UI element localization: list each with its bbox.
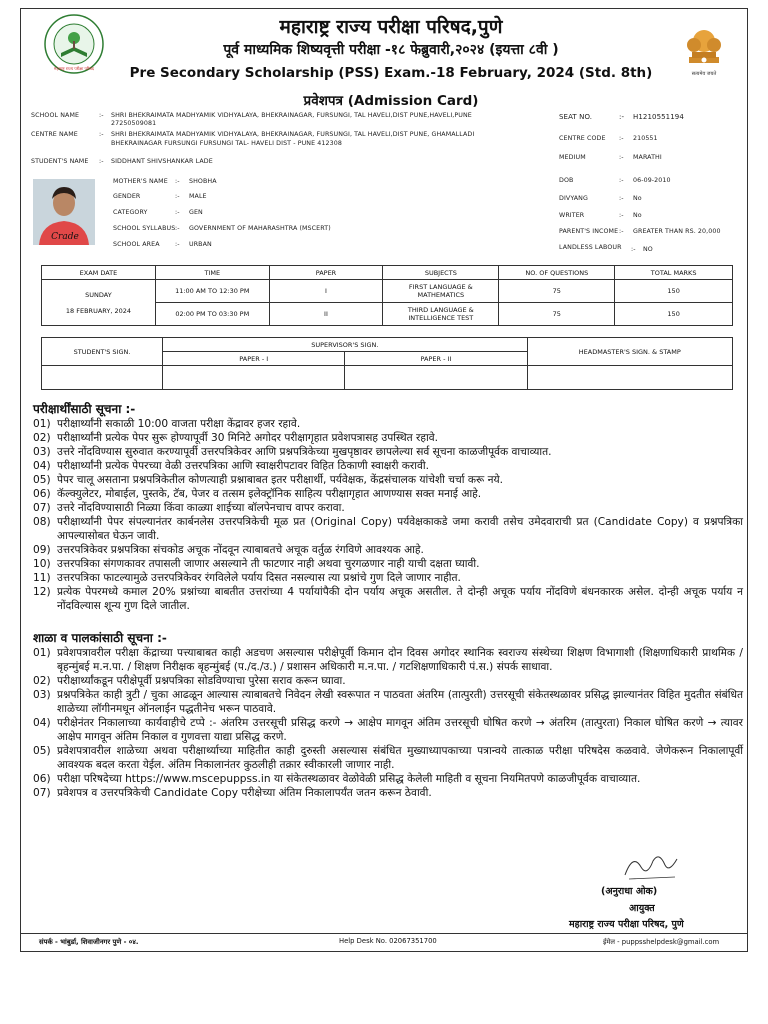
colon: :-: [619, 195, 624, 202]
income-label: PARENT'S INCOME: [559, 228, 619, 235]
svg-text:सत्यमेव जयते: सत्यमेव जयते: [691, 71, 717, 77]
headmaster-sign-box: [527, 366, 732, 390]
dob-label: DOB: [559, 177, 574, 184]
student-sign-box: [42, 366, 163, 390]
item-text: उत्तरपत्रिका फाटल्यामुळे उत्तरपत्रिकेवर रंगविलेले पर्याय दिसत नसल्यास त्या प्रश्नांचे गुण दिले जाणार नाहीत.: [57, 572, 461, 584]
list-item: [33, 688, 743, 716]
item-number: 03): [33, 689, 51, 701]
national-emblem-icon: [679, 19, 729, 81]
list-item: [33, 487, 743, 501]
item-text: प्रत्येक पेपरमध्ये कमाल 20% प्रश्नांच्या बाबतीत उत्तरांच्या 4 पर्यायांपैकी दोन पर्याय अचूक असतील. ते दोन्ही अचूक पर्याय नोंदविणे बंधनकारक असेल. दोन्ही अचूक पर्याय न नोंदविल्यास शून्य गुण दिले जातील.: [57, 586, 743, 612]
item-text: परीक्षा परिषदेच्या https://www.mscepuppss.in या संकेतस्थळावर वेळोवेळी प्रसिद्ध केलेली माहिती व सूचना नियमितपणे काळजीपूर्वक वाचाव्यात.: [57, 773, 641, 785]
mother-name-label: MOTHER'S NAME: [113, 178, 168, 185]
writer-label: WRITER: [559, 212, 585, 219]
item-number: 03): [33, 446, 51, 458]
student-photo: [33, 179, 95, 245]
dob-value: 06-09-2010: [633, 177, 671, 184]
list-item: [33, 445, 743, 459]
admission-card-title: प्रवेशपत्र (Admission Card): [303, 93, 479, 109]
item-number: 06): [33, 773, 51, 785]
table-row: [42, 280, 733, 303]
syllabus-value: GOVERNMENT OF MAHARASHTRA (MSCERT): [189, 225, 331, 232]
divyang-value: No: [633, 195, 642, 202]
time-cell: 02:00 PM TO 03:30 PM: [155, 303, 269, 326]
item-number: 08): [33, 516, 51, 528]
exam-date-cell: [42, 280, 156, 326]
footer-divider: [21, 933, 747, 934]
item-text: उत्तरे नोंदविण्यासाठी निळ्या किंवा काळ्या शाईच्या बॉलपेनचाच वापर करावा.: [57, 502, 345, 514]
exam-title-english: Pre Secondary Scholarship (PSS) Exam.-18 February, 2024 (Std. 8th): [129, 65, 653, 81]
school-area-label: SCHOOL AREA: [113, 241, 160, 248]
list-item: [33, 786, 743, 800]
colon: :-: [619, 212, 624, 219]
list-item: [33, 417, 743, 431]
footer-helpdesk: Help Desk No. 02067351700: [339, 937, 437, 945]
school-area-value: URBAN: [189, 241, 212, 248]
student-instructions-title: परीक्षार्थींसाठी सूचना :-: [33, 402, 136, 416]
writer-value: No: [633, 212, 642, 219]
list-item: [33, 571, 743, 585]
colon: :-: [619, 177, 624, 184]
item-text: प्रवेशपत्रावरील परीक्षा केंद्राच्या पत्त्याबाबत काही अडचण असल्यास परीक्षेपूर्वी किमान दोन दिवस अगोदर स्थानिक स्वराज्य संस्थेच्या शिक्षण विभागाशी (शिक्षणाधिकारी प्राथमिक / बृहन्मुंबई म.न.पा. / शिक्षण निरीक्षक बृहन्मुंबई (प./द./उ.) / प्रशासन अधिकारी म.न.पा. / गटशिक्षणाधिकारी पं.स.) संपर्क साधावा.: [57, 647, 743, 673]
list-item: [33, 431, 743, 445]
header-subjects: SUBJECTS: [383, 266, 499, 280]
item-number: 04): [33, 460, 51, 472]
syllabus-label: SCHOOL SYLLABUS: [113, 225, 176, 232]
student-name-value: SIDDHANT SHIVSHANKAR LADE: [111, 158, 213, 165]
centre-address-value: BHEKRAINAGAR FURSUNGI FURSUNGI TAL- HAVELI DIST - PUNE 412308: [111, 140, 342, 147]
school-name-label: SCHOOL NAME: [31, 112, 80, 119]
item-text: उत्तरपत्रिकेवर प्रश्नपत्रिका संचकोड अचूक नोंदवून त्याबाबतचे अचूक वर्तुळ रंगविणे आवश्यक आहे.: [57, 544, 424, 556]
colon: :-: [99, 112, 104, 119]
paper-2-sign-box: [345, 366, 527, 390]
item-number: 06): [33, 488, 51, 500]
subject-cell: [383, 303, 499, 326]
colon: :-: [175, 225, 180, 232]
signatory-office: महाराष्ट्र राज्य परीक्षा परिषद, पुणे: [569, 919, 684, 930]
item-number: 07): [33, 502, 51, 514]
supervisor-sign-header: SUPERVISOR'S SIGN.: [163, 338, 527, 352]
list-item: [33, 744, 743, 772]
paper-1-header: PAPER - I: [163, 352, 345, 366]
item-number: 04): [33, 717, 51, 729]
signatory-designation: आयुक्त: [629, 903, 655, 914]
centre-code-value: 210551: [633, 135, 658, 142]
item-text: परीक्षार्थ्यांनी सकाळी 10:00 वाजता परीक्षा केंद्रावर हजर रहावे.: [57, 418, 301, 430]
paper-1-sign-box: [163, 366, 345, 390]
colon: :-: [175, 193, 180, 200]
item-text: परीक्षार्थ्यांनी पेपर संपल्यानंतर कार्बनलेस उत्तरपत्रिकेची मूळ प्रत (Original Copy) पर्यवेक्षकाकडे जमा करावी तसेच उमेदवाराची प्रत (Candidate Copy) व प्रश्नपत्रिका आपल्यासोबत घेऊन जावी.: [57, 516, 743, 542]
msce-logo: [43, 13, 105, 75]
colon: :-: [175, 209, 180, 216]
colon: :-: [99, 158, 104, 165]
header-exam-date: EXAM DATE: [42, 266, 156, 280]
list-item: [33, 543, 743, 557]
admission-card: [20, 8, 748, 952]
list-item: [33, 716, 743, 744]
subject-cell: [383, 280, 499, 303]
centre-code-label: CENTRE CODE: [559, 135, 606, 142]
list-item: [33, 459, 743, 473]
subject-line: THIRD LANGUAGE &: [407, 306, 474, 314]
footer-email: ईमेल - puppsshelpdesk@gmail.com: [603, 938, 720, 946]
centre-name-value: SHRI BHEKRAIMATA MADHYAMIK VIDHYALAYA, BHEKRAINAGAR, FURSUNGI, TAL HAVELI,DIST PUNE, GHAMALLADI: [111, 131, 475, 138]
item-number: 11): [33, 572, 51, 584]
gender-label: GENDER: [113, 193, 141, 200]
student-name-label: STUDENT'S NAME: [31, 158, 89, 165]
header-questions: NO. OF QUESTIONS: [499, 266, 615, 280]
seat-no-label: SEAT NO.: [559, 113, 593, 121]
landless-label: LANDLESS LABOUR: [559, 244, 622, 251]
student-instructions: [33, 402, 743, 613]
item-number: 02): [33, 432, 51, 444]
paper-2-header: PAPER - II: [345, 352, 527, 366]
medium-value: MARATHI: [633, 154, 662, 161]
school-name-value: SHRI BHEKRAIMATA MADHYAMIK VIDHYALAYA, BHEKRAINAGAR, FURSUNGI, TAL HAVELI,DIST PUNE,HAVELI,PUNE: [111, 112, 472, 119]
header-total-marks: TOTAL MARKS: [615, 266, 733, 280]
item-number: 05): [33, 745, 51, 757]
item-text: परीक्षेनंतर निकालाच्या कार्यवाहीचे टप्पे :- अंतरिम उत्तरसूची प्रसिद्ध करणे → आक्षेप मागवून अंतिम उत्तरसूची घोषित करणे → अंतरिम (तात्पुरता) निकाल घोषित करणे → त्यावर आक्षेप मागवून अंतिम निकाल व गुणवत्ता याद्या प्रसिद्ध करणे.: [57, 717, 743, 743]
colon: :-: [631, 246, 636, 253]
subject-line: FIRST LANGUAGE &: [408, 283, 473, 291]
item-text: पेपर चालू असताना प्रश्नपत्रिकेतील कोणत्याही प्रश्नाबाबत इतर परीक्षार्थी, पर्यवेक्षक, केंद्रसंचालक यांचेशी चर्चा करू नये.: [57, 474, 503, 486]
list-item: [33, 646, 743, 674]
colon: :-: [99, 131, 104, 138]
colon: :-: [619, 113, 625, 121]
signature-table: [41, 337, 733, 390]
exam-schedule-table: [41, 265, 733, 326]
list-item: [33, 515, 743, 543]
gender-value: MALE: [189, 193, 207, 200]
item-text: परीक्षार्थ्यांनी प्रत्येक पेपर सुरू होण्यापूर्वी 30 मिनिटे अगोदर परीक्षागृहात प्रवेशपत्रासह उपस्थित रहावे.: [57, 432, 438, 444]
colon: :-: [175, 178, 180, 185]
item-number: 10): [33, 558, 51, 570]
marks-cell: 150: [615, 303, 733, 326]
list-item: [33, 772, 743, 786]
headmaster-sign-header: HEADMASTER'S SIGN. & STAMP: [527, 338, 732, 366]
school-instructions-title: शाळा व पालकांसाठी सूचना :-: [33, 631, 167, 645]
item-number: 05): [33, 474, 51, 486]
item-text: प्रवेशपत्रावरील शाळेच्या अथवा परीक्षार्थ्याच्या माहितीत काही दुरुस्ती असल्यास संबंधित मुख्याध्यापकाच्या पत्रान्वये तात्काळ परीक्षा परिषदेस कळवावे. जेणेकरून निकालापूर्वी आवश्यक बदल करता येईल. अंतिम निकालानंतर कुठलीही तक्रार स्वीकारली जाणार नाही.: [57, 745, 743, 771]
item-text: उत्तरपत्रिका संगणकावर तपासली जाणार असल्याने ती फाटणार नाही अथवा चुरगळणार नाही याची दक्षता घ्यावी.: [57, 558, 480, 570]
divyang-label: DIVYANG: [559, 195, 588, 202]
centre-name-label: CENTRE NAME: [31, 131, 78, 138]
medium-label: MEDIUM: [559, 154, 586, 161]
item-number: 12): [33, 586, 51, 598]
svg-text:महाराष्ट्र राज्य परीक्षा परिषद: महाराष्ट्र राज्य परीक्षा परिषद: [54, 66, 94, 71]
paper-cell: II: [269, 303, 383, 326]
svg-text:Crade: Crade: [51, 232, 79, 242]
item-number: 01): [33, 418, 51, 430]
item-number: 07): [33, 787, 51, 799]
board-title: महाराष्ट्र राज्य परीक्षा परिषद,पुणे: [279, 16, 503, 38]
exam-title-marathi: पूर्व माध्यमिक शिष्यवृत्ती परीक्षा -१८ फेब्रुवारी,२०२४ (इयत्ता ८वी ): [223, 42, 559, 58]
list-item: [33, 557, 743, 571]
item-number: 09): [33, 544, 51, 556]
list-item: [33, 501, 743, 515]
item-text: प्रवेशपत्र व उत्तरपत्रिकेची Candidate Copy परीक्षेच्या अंतिम निकालापर्यंत जतन करून ठेवावी.: [57, 787, 432, 799]
questions-cell: 75: [499, 280, 615, 303]
time-cell: 11:00 AM TO 12:30 PM: [155, 280, 269, 303]
item-text: उत्तरे नोंदविण्यास सुरुवात करण्यापूर्वी उत्तरपत्रिकेवर आणि प्रश्नपत्रिकेच्या मुखपृष्ठावर छापलेल्या सर्व सूचना काळजीपूर्वक वाचाव्यात.: [57, 446, 552, 458]
landless-value: NO: [643, 246, 653, 253]
exam-date: 18 FEBRUARY, 2024: [65, 306, 132, 315]
list-item: [33, 473, 743, 487]
list-item: [33, 585, 743, 613]
header-time: TIME: [155, 266, 269, 280]
colon: :-: [619, 154, 624, 161]
colon: :-: [619, 135, 624, 142]
exam-day: SUNDAY: [85, 290, 112, 299]
category-value: GEN: [189, 209, 203, 216]
subject-line: MATHEMATICS: [417, 291, 465, 299]
item-text: कॅल्क्युलेटर, मोबाईल, पुस्तके, टॅब, पेजर व तत्सम इलेक्ट्रॉनिक साहित्य परीक्षागृहात आणण्यास सक्त मनाई आहे.: [57, 488, 482, 500]
footer-address: संपर्क - भांबुर्डा, शिवाजीनगर पुणे - ०४.: [39, 938, 139, 946]
colon: :-: [619, 228, 624, 235]
colon: :-: [175, 241, 180, 248]
list-item: [33, 674, 743, 688]
marks-cell: 150: [615, 280, 733, 303]
school-instructions: [33, 631, 743, 800]
header-paper: PAPER: [269, 266, 383, 280]
signatory-name: (अनुराधा ओक): [601, 886, 658, 897]
item-text: प्रश्नपत्रिकेत काही त्रुटी / चुका आढळून आल्यास त्याबाबतचे निवेदन लेखी स्वरूपात न पाठवता अंतरिम (तात्पुरती) उत्तरसूची संकेतस्थळावर प्रसिद्ध झाल्यानंतर विहित मुदतीत संबंधित शाळेच्या लॉगीनमधून ऑनलाईन पद्धतीनेच भरून पाठवावे.: [57, 689, 743, 715]
item-number: 02): [33, 675, 51, 687]
subject-line: INTELLIGENCE TEST: [408, 314, 474, 322]
student-sign-header: STUDENT'S SIGN.: [42, 338, 163, 366]
commissioner-signature: [619, 847, 683, 883]
school-udise-value: 27250509081: [111, 120, 157, 127]
item-text: परीक्षार्थ्यांकडून परीक्षेपूर्वी प्रश्नपत्रिका सोडविण्याचा पुरेसा सराव करून घ्यावा.: [57, 675, 346, 687]
mother-name-value: SHOBHA: [189, 178, 217, 185]
questions-cell: 75: [499, 303, 615, 326]
seat-no-value: H1210551194: [633, 113, 684, 121]
item-text: परीक्षार्थ्यांनी प्रत्येक पेपरच्या वेळी उत्तरपत्रिका आणि स्वाक्षरीपटावर विहित ठिकाणी स्वाक्षरी करावी.: [57, 460, 430, 472]
category-label: CATEGORY: [113, 209, 148, 216]
income-value: GREATER THAN RS. 20,000: [633, 228, 721, 235]
item-number: 01): [33, 647, 51, 659]
paper-cell: I: [269, 280, 383, 303]
